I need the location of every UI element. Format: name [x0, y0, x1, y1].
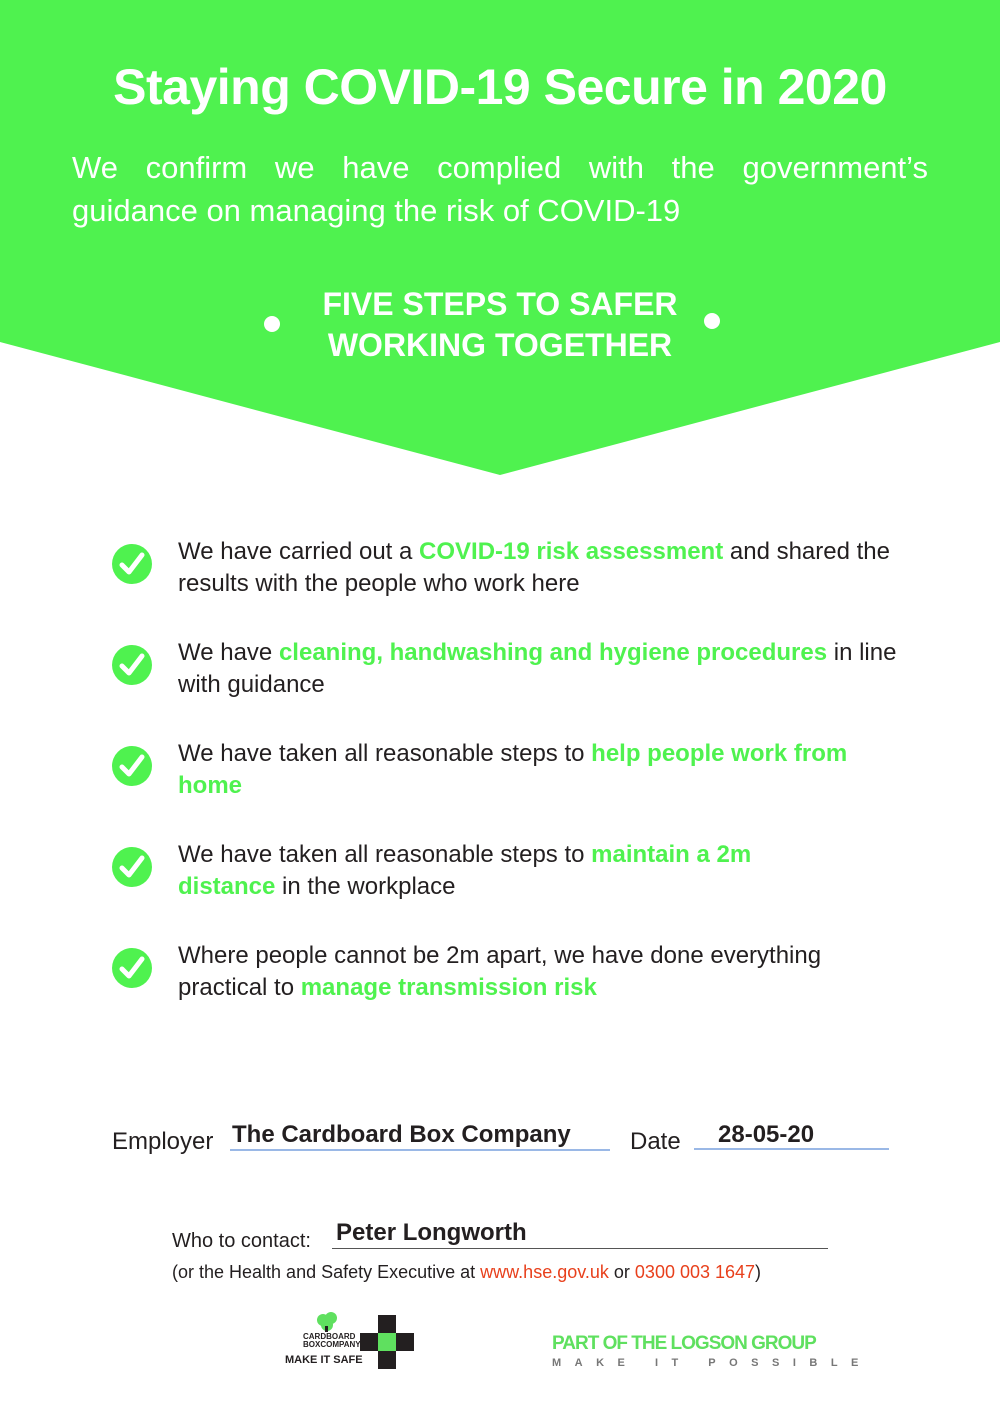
- date-field[interactable]: 28-05-20: [718, 1121, 815, 1148]
- contact-label: Who to contact:: [172, 1230, 311, 1252]
- checklist-item: [110, 738, 910, 804]
- logson-group-logo: [552, 1333, 872, 1373]
- checklist-item: [110, 940, 910, 1006]
- hse-phone[interactable]: 0300 003 1647: [634, 1262, 756, 1282]
- employer-field[interactable]: The Cardboard Box Company: [232, 1121, 571, 1148]
- logo-tagline: MAKE IT SAFE: [285, 1354, 363, 1366]
- checklist-text: Where people cannot be 2m apart, we have done everything practical to manage transmission risk: [178, 942, 822, 1001]
- logson-line1: PART OF THE LOGSON GROUP: [552, 1333, 816, 1354]
- hse-footnote: (or the Health and Safety Executive at www.hse.gov.uk or 0300 003 1647): [172, 1262, 762, 1282]
- check-circle-icon: [110, 643, 154, 687]
- checklist-item: [110, 637, 910, 703]
- check-circle-icon: [110, 542, 154, 586]
- page-title: Staying COVID-19 Secure in 2020: [113, 59, 887, 115]
- check-circle-icon: [110, 744, 154, 788]
- employer-date-row: [112, 1118, 902, 1158]
- check-circle-icon: [110, 845, 154, 889]
- checklist-text: We have taken all reasonable steps to maintain a 2m distance in the workplace: [178, 841, 752, 900]
- employer-underline: [230, 1149, 610, 1151]
- employer-label: Employer: [112, 1128, 214, 1155]
- highlight-text: help people work from home: [178, 740, 848, 799]
- highlight-text: COVID-19 risk assessment: [419, 538, 724, 565]
- logo-text-line2: BOXCOMPANY: [303, 1340, 361, 1349]
- checklist-item: [110, 839, 910, 905]
- steps-heading-line1: FIVE STEPS TO SAFER: [322, 286, 678, 322]
- highlight-text: maintain a 2m distance: [178, 841, 752, 900]
- checklist-item: [110, 536, 910, 602]
- bullet-dot-right: [704, 313, 720, 329]
- date-underline: [694, 1148, 889, 1150]
- checklist-text: We have carried out a COVID-19 risk assessment and shared the results with the people who work here: [178, 538, 890, 597]
- logo-text-line1: CARDBOARD: [303, 1332, 356, 1341]
- date-label: Date: [630, 1128, 681, 1155]
- hse-link[interactable]: www.hse.gov.uk: [480, 1262, 609, 1282]
- logson-line2: MAKE IT POSSIBLE: [552, 1357, 872, 1369]
- cardboard-box-logo: [285, 1312, 420, 1378]
- page-subtitle: We confirm we have complied with the government’s guidance on managing the risk of COVID-19: [72, 150, 928, 228]
- highlight-text: cleaning, handwashing and hygiene procedures: [278, 639, 828, 666]
- contact-field[interactable]: Peter Longworth: [336, 1219, 527, 1246]
- steps-heading: [260, 284, 740, 366]
- contact-underline: [332, 1248, 828, 1249]
- steps-heading-line2: WORKING TOGETHER: [327, 327, 673, 363]
- checklist-text: We have taken all reasonable steps to help people work from home: [178, 740, 848, 799]
- checklist-text: We have cleaning, handwashing and hygiene procedures in line with guidance: [178, 639, 897, 698]
- check-circle-icon: [110, 946, 154, 990]
- highlight-text: manage transmission risk: [300, 974, 597, 1001]
